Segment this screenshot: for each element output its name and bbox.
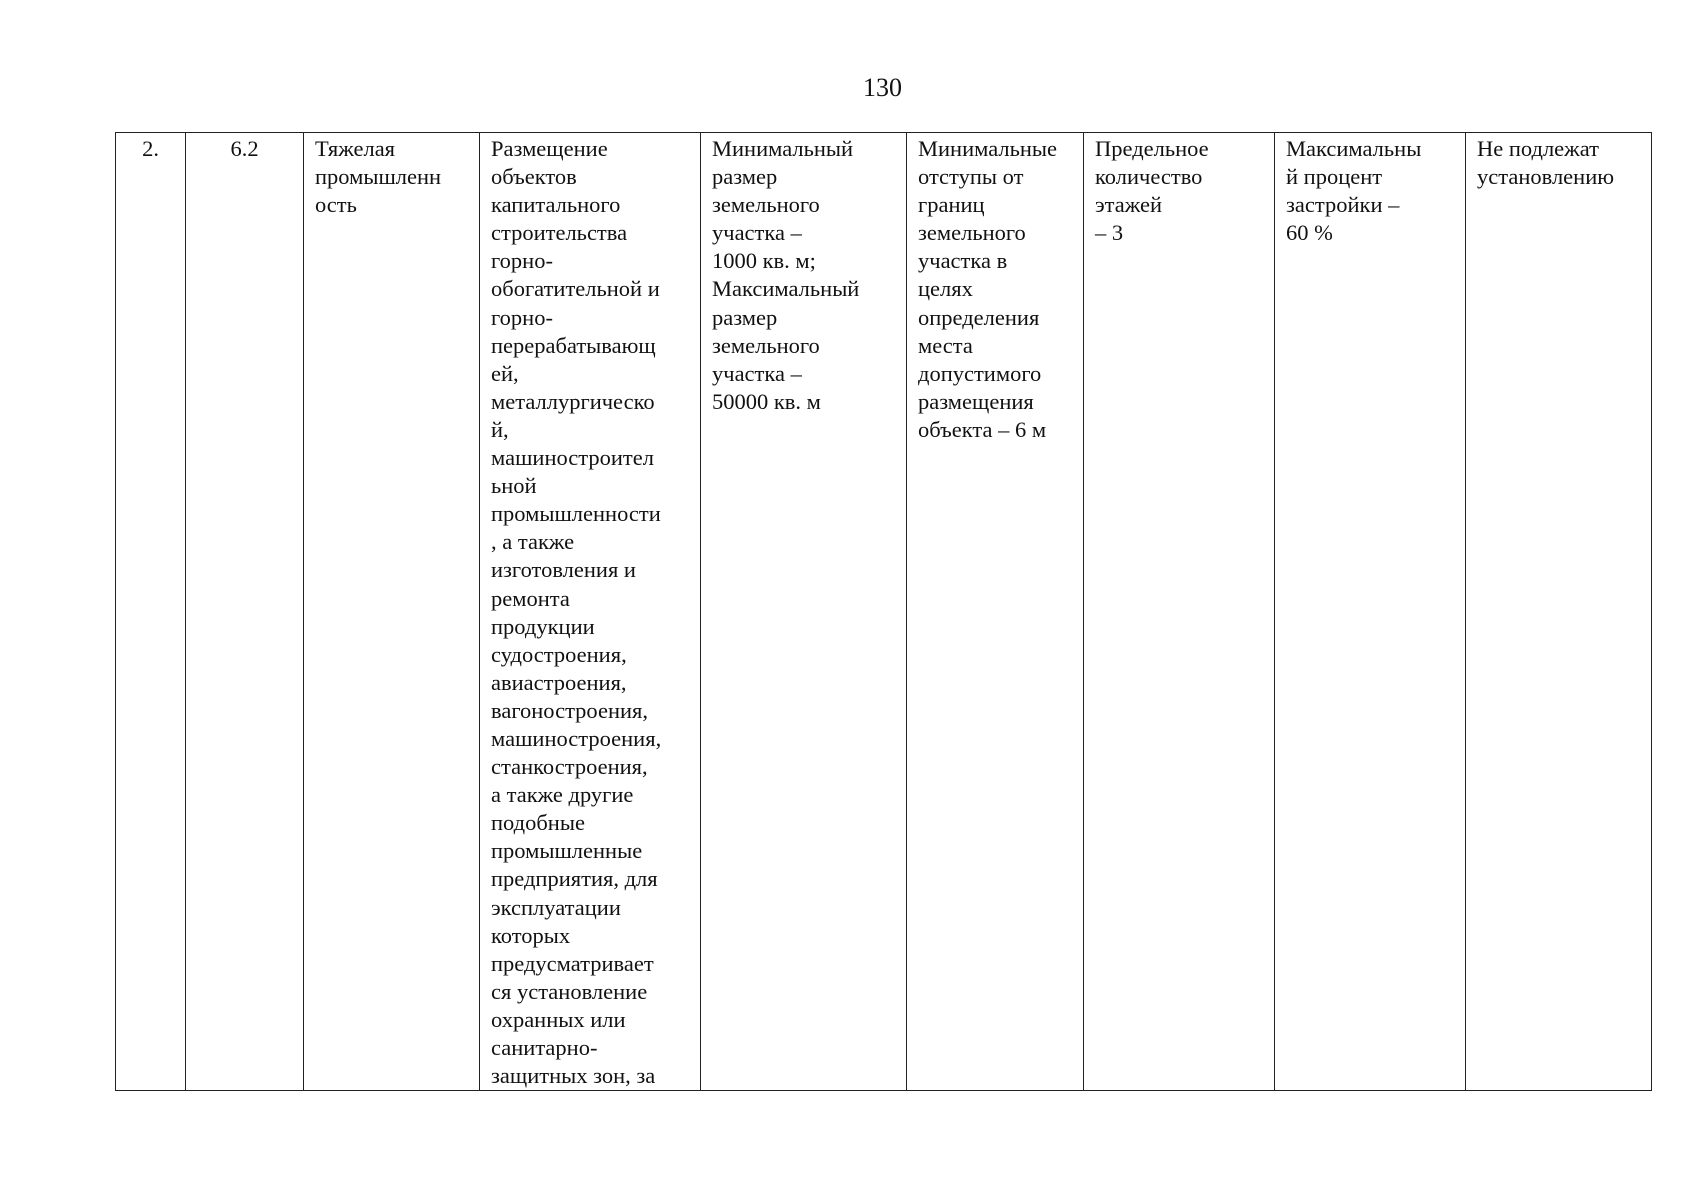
other-parameters-cell: Не подлежат установлению	[1466, 133, 1652, 1091]
table-row	[116, 133, 1652, 1091]
land-use-description-cell: Размещение объектов капитального строительства горно- обогатительной и горно- перерабатывающ ей, металлургическо й, машиностроител ьной промышленности , а также изготовления и ремонта продукции судостроения, авиастроения, вагоностроения, машиностроения, станкостроения, а также другие подобные промышленные предприятия, для эксплуатации которых предусматривает ся установление охранных или санитарно- защитных зон, за	[480, 133, 701, 1091]
land-use-name-cell: Тяжелая промышленн ость	[304, 133, 480, 1091]
building-coverage-cell: Максимальны й процент застройки – 60 %	[1275, 133, 1466, 1091]
page-number: 130	[863, 73, 902, 102]
floors-limit-cell: Предельное количество этажей – 3	[1084, 133, 1275, 1091]
land-use-code-cell: 6.2	[186, 133, 304, 1091]
plot-size-cell: Минимальный размер земельного участка – 1000 кв. м; Максимальный размер земельного участка – 50000 кв. м	[701, 133, 907, 1091]
setbacks-cell: Минимальные отступы от границ земельного участка в целях определения места допустимого размещения объекта – 6 м	[907, 133, 1084, 1091]
zoning-regulations-table	[115, 132, 1652, 1091]
row-index-cell: 2.	[116, 133, 186, 1091]
